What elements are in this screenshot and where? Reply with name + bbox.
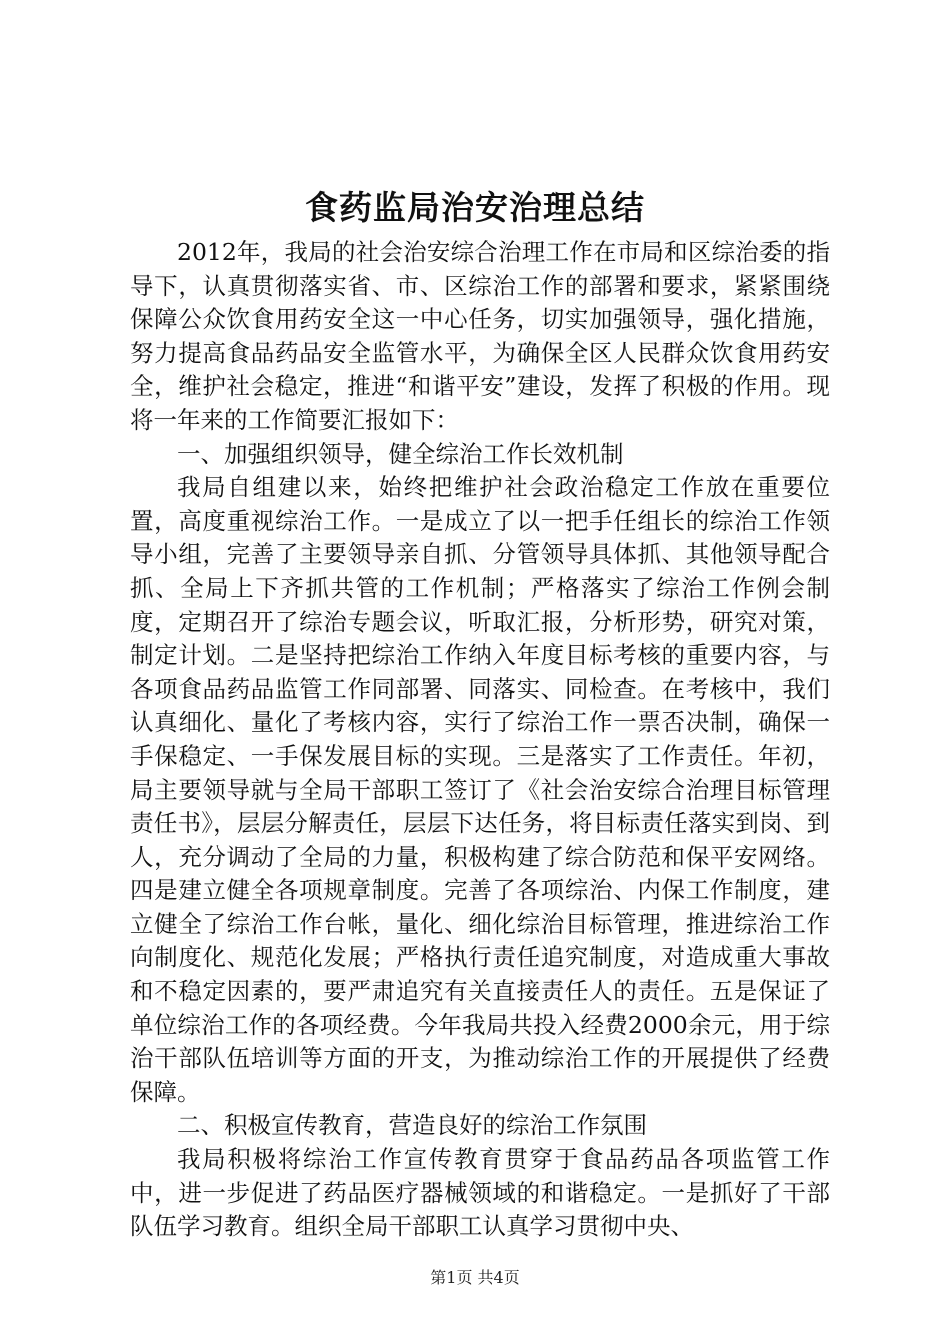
section-heading-1: 一、加强组织领导，健全综治工作长效机制 <box>177 439 624 468</box>
paragraph-section-1: 我局自组建以来，始终把维护社会政治稳定工作放在重要位置，高度重视综治工作。一是成立了以一把手任组长的综治工作领导小组，完善了主要领导亲自抓、分管领导具体抓、其他领导配合抓、全局上下齐抓共管的工作机制；严格落实了综治工作例会制度，定期召开了综治专题会议，听取汇报，分析形势，研究对策，制定计划。二是坚持把综治工作纳入年度目标考核的重要内容，与各项食品药品监管工作同部署、同落实、同检查。在考核中，我们认真细化、量化了考核内容，实行了综治工作一票否决制，确保一手保稳定、一手保发展目标的实现。三是落实了工作责任。年初，局主要领导就与全局干部职工签订了《社会治安综合治理目标管理责任书》，层层分解责任，层层下达任务，将目标责任落实到岗、到人，充分调动了全局的力量，积极构建了综合防范和保平安网络。四是建立健全各项规章制度。完善了各项综治、内保工作制度，建立健全了综治工作台帐，量化、细化综治目标管理，推进综治工作向制度化、规范化发展；严格执行责任追究制度，对造成重大事故和不稳定因素的，要严肃追究有关直接责任人的责任。五是保证了单位综治工作的各项经费。今年我局共投入经费2000余元，用于综治干部队伍培训等方面的开支，为推动综治工作的开展提供了经费保障。 <box>130 473 830 1106</box>
paragraph-section-2: 我局积极将综治工作宣传教育贯穿于食品药品各项监管工作中，进一步促进了药品医疗器械领域的和谐稳定。一是抓好了干部队伍学习教育。组织全局干部职工认真学习贯彻中央、 <box>130 1145 830 1241</box>
document-body <box>130 236 830 1244</box>
page-number-footer: 第1页 共4页 <box>430 1268 520 1287</box>
paragraph-intro: 2012年，我局的社会治安综合治理工作在市局和区综治委的指导下，认真贯彻落实省、市、区综治工作的部署和要求，紧紧围绕保障公众饮食用药安全这一中心任务，切实加强领导，强化措施，努力提高食品药品安全监管水平，为确保全区人民群众饮食用药安全，维护社会稳定，推进“和谐平安”建设，发挥了积极的作用。现将一年来的工作简要汇报如下： <box>130 238 830 434</box>
document-title: 食药监局治安治理总结 <box>305 188 645 227</box>
section-heading-2: 二、积极宣传教育，营造良好的综治工作氛围 <box>177 1111 647 1140</box>
